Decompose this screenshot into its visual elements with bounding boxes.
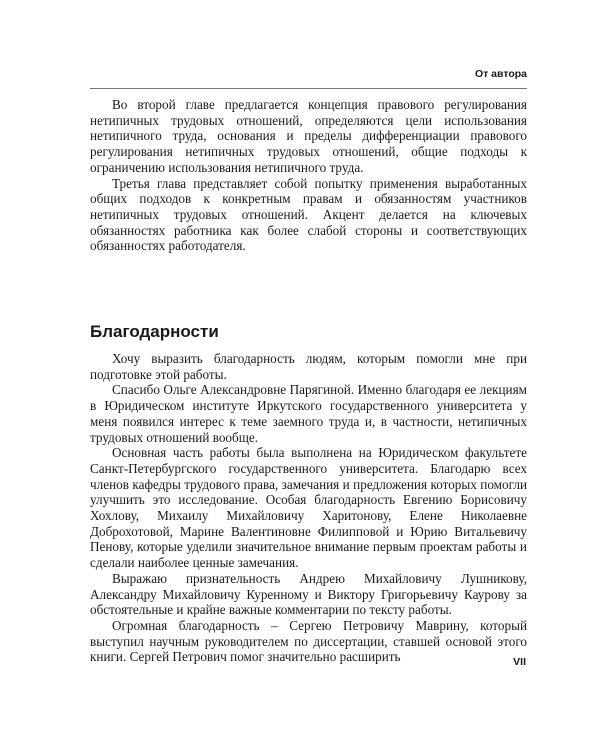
paragraph: Третья глава представляет собой попытку применения выработанных общих подходов к конкретным правам и обязанностям участников нетипичных трудовых отношений. Акцент делается на ключевых обязанностях работника как более слабой стороны и соответствующих обязанностях работодателя. — [90, 175, 527, 254]
header-rule — [90, 88, 527, 89]
paragraph: Огромная благодарность – Сергею Петровичу Маврину, который выступил научным руководителем по диссертации, ставшей основой этого книги. Сергей Петрович помог значительно расширить — [90, 617, 527, 665]
acknowledgements-text — [90, 351, 527, 665]
paragraph: Во второй главе предлагается концепция правового регулирования нетипичных трудовых отношений, определяются цели использования нетипичного труда, основания и пределы дифференциации правового регулирования нетипичных трудовых отношений, общие подходы к ограничению использования нетипичного труда. — [90, 97, 527, 175]
intro-text — [90, 97, 527, 254]
paragraph: Спасибо Ольге Александровне Парягиной. Именно благодаря ее лекциям в Юридическом институте Иркутского государственного университета у меня появился интерес к теме заемного труда и, в частности, нетипичных трудовых отношений вообще. — [90, 382, 527, 445]
page-number: VII — [513, 656, 526, 668]
running-head: От автора — [474, 68, 527, 80]
paragraph: Основная часть работы была выполнена на Юридическом факультете Санкт-Петербургского государственного университета. Благодарю всех членов кафедры трудового права, замечания и предложения которых помогли улучшить это исследование. Особая благодарность Евгению Борисовичу Хохлову, Михаилу Михайловичу Харитонову, Елене Николаевне Доброхотовой, Марине Валентиновне Филипповой и Юрию Витальевичу Пенову, которые уделили значительное внимание первым проектам работы и сделали наиболее ценные замечания. — [90, 445, 527, 571]
paragraph: Выражаю признательность Андрею Михайловичу Лушникову, Александру Михайловичу Куренному и Виктору Григорьевичу Каурову за обстоятельные и крайне важные комментарии по тексту работы. — [90, 570, 527, 618]
paragraph: Хочу выразить благодарность людям, которым помогли мне при подготовке этой работы. — [90, 351, 527, 382]
section-heading: Благодарности — [90, 322, 219, 341]
